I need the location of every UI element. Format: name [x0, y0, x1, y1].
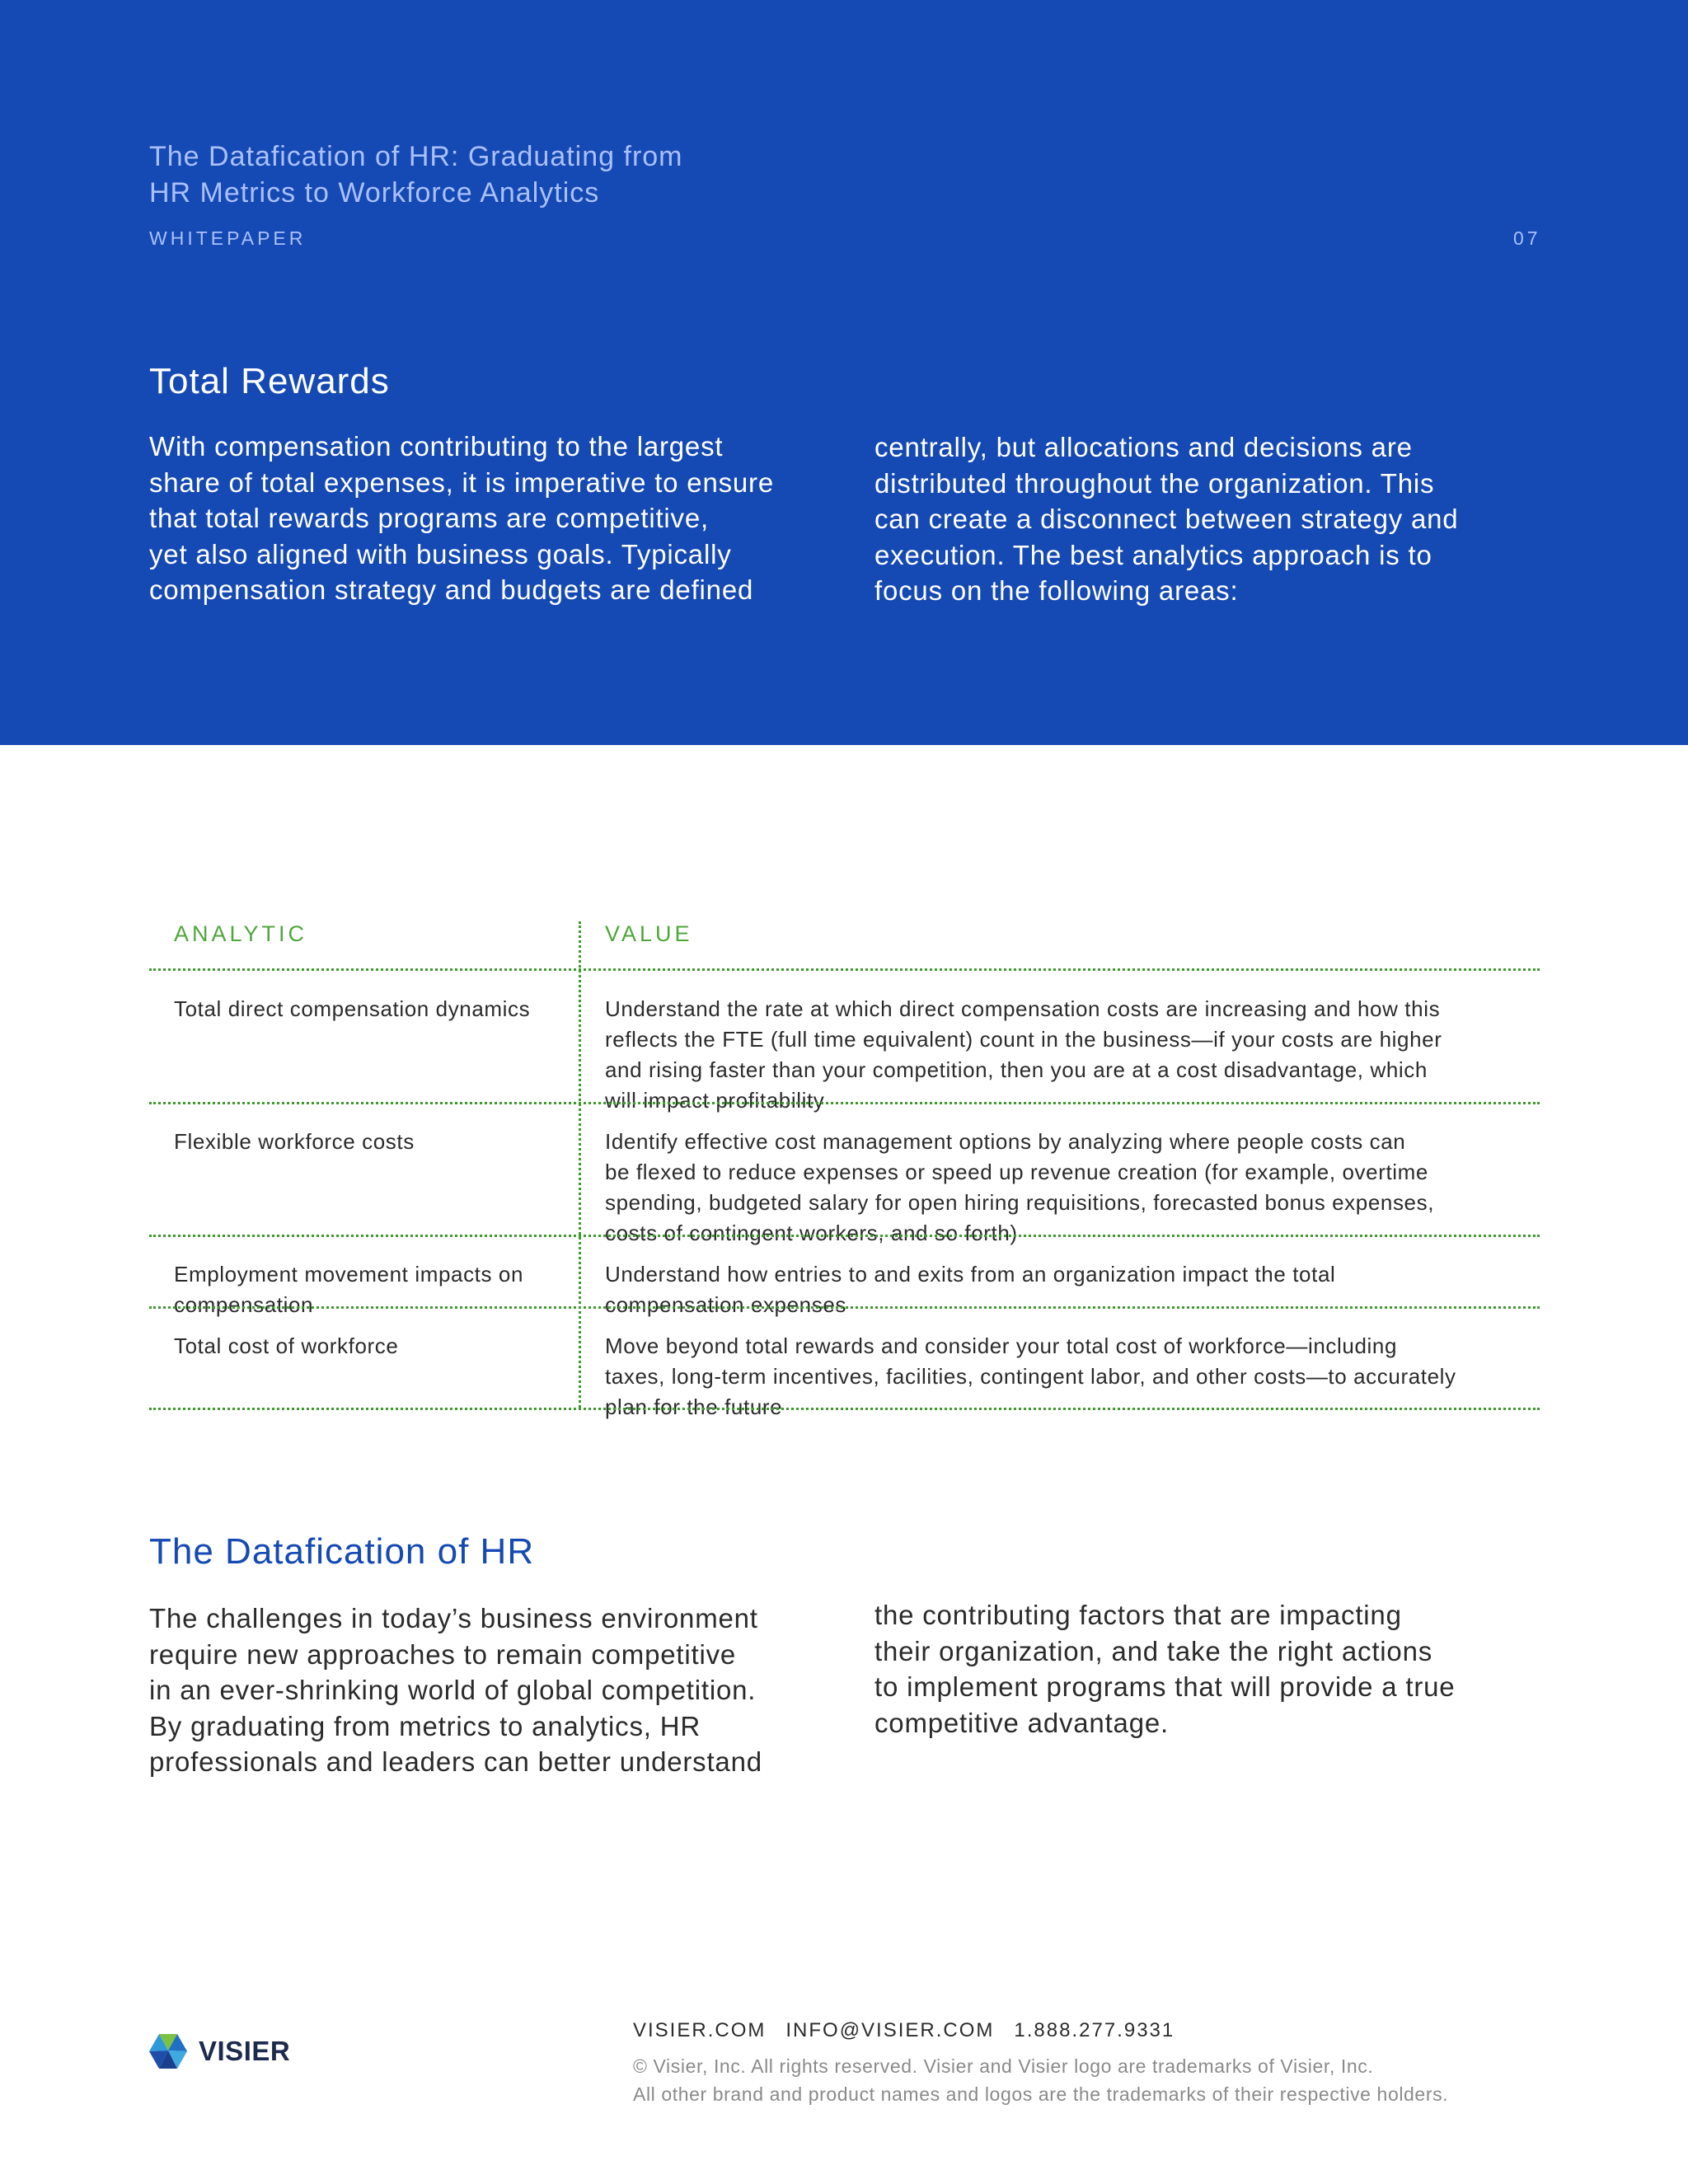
email-link[interactable]: INFO@VISIER.COM [785, 2019, 995, 2041]
cell-line: Total direct compensation dynamics [174, 996, 531, 1021]
row-divider [149, 1102, 1540, 1104]
visier-logo [149, 2034, 290, 2069]
cell-line: spending, budgeted salary for open hiring requisitions, forecasted bonus expenses, [605, 1190, 1435, 1215]
cell-line: Total cost of workforce [174, 1333, 399, 1358]
paragraph-line: professionals and leaders can better understand [149, 1746, 762, 1777]
hero-banner [0, 0, 1688, 745]
cell-line: Flexible workforce costs [174, 1129, 415, 1154]
paragraph-line: distributed throughout the organization. This [874, 467, 1435, 499]
paragraph-line: in an ever-shrinking world of global competition. [149, 1675, 757, 1705]
total-rewards-left-column [149, 429, 825, 608]
paragraph-line: execution. The best analytics approach is to [874, 539, 1432, 570]
website-link[interactable]: VISIER.COM [633, 2019, 767, 2041]
datafication-left-column [149, 1601, 825, 1780]
cell-line: Identify effective cost management options by analyzing where people costs can [605, 1129, 1406, 1154]
legal-line: © Visier, Inc. All rights reserved. Visier and Visier logo are trademarks of Visier, Inc. [633, 2055, 1374, 2077]
page-number: 07 [1513, 227, 1541, 249]
footer-legal [633, 2052, 1448, 2108]
table-header-analytic: ANALYTIC [174, 921, 308, 946]
section-heading-total-rewards: Total Rewards [149, 361, 390, 401]
row-divider [149, 968, 1540, 971]
document-title-line: The Datafication of HR: Graduating from [149, 141, 683, 172]
paragraph-line: The challenges in today’s business environment [149, 1603, 758, 1633]
datafication-right-column [874, 1597, 1550, 1741]
document-title [149, 138, 891, 211]
table-cell-analytic [174, 994, 578, 1024]
cell-line: costs of contingent workers, and so forth) [605, 1221, 1018, 1245]
table-cell-value [605, 1127, 1536, 1249]
cell-line: Understand how entries to and exits from an organization impact the total [605, 1262, 1336, 1286]
cell-line: Move beyond total rewards and consider your total cost of workforce—including [605, 1333, 1397, 1358]
paragraph-line: share of total expenses, it is imperative to ensure [149, 466, 775, 498]
paragraph-line: With compensation contributing to the largest [149, 431, 724, 462]
paragraph-line: focus on the following areas: [874, 575, 1239, 606]
cell-line: taxes, long-term incentives, facilities, contingent labor, and other costs—to accurately [605, 1364, 1456, 1389]
row-divider [149, 1306, 1540, 1309]
legal-line: All other brand and product names and logos are the trademarks of their respective holders. [633, 2083, 1449, 2105]
row-divider [149, 1408, 1540, 1410]
cell-line: compensation expenses [605, 1292, 847, 1317]
cell-line: will impact profitability [605, 1088, 825, 1113]
cell-line: reflects the FTE (full time equivalent) count in the business—if your costs are higher [605, 1027, 1442, 1052]
visier-logo-icon [149, 2034, 187, 2069]
table-cell-analytic [174, 1331, 578, 1361]
total-rewards-right-column [874, 429, 1550, 609]
table-header-value: VALUE [605, 921, 693, 946]
paragraph-line: require new approaches to remain competitive [149, 1638, 737, 1670]
table-cell-analytic [174, 1127, 578, 1157]
table-cell-analytic [174, 1259, 578, 1320]
cell-line: Understand the rate at which direct compensation costs are increasing and how this [605, 996, 1441, 1021]
document-title-line: HR Metrics to Workforce Analytics [149, 177, 600, 209]
paragraph-line: can create a disconnect between strategy and [874, 504, 1459, 534]
column-divider [579, 921, 581, 1408]
paragraph-line: compensation strategy and budgets are defined [149, 574, 754, 605]
logo-wordmark: VISIER [199, 2036, 291, 2066]
cell-line: and rising faster than your competition, then you are at a cost disadvantage, which [605, 1057, 1428, 1082]
paragraph-line: to implement programs that will provide a true [874, 1671, 1456, 1702]
paragraph-line: that total rewards programs are competitive, [149, 503, 709, 533]
cell-line: Employment movement impacts on [174, 1262, 524, 1286]
cell-line: plan for the future [605, 1394, 783, 1419]
paragraph-line: centrally, but allocations and decisions are [874, 432, 1413, 462]
phone-number: 1.888.277.9331 [1014, 2019, 1175, 2041]
paragraph-line: yet also aligned with business goals. Typically [149, 538, 732, 569]
table-cell-value [605, 1259, 1536, 1320]
paragraph-line: their organization, and take the right actions [874, 1635, 1433, 1666]
document-type-label: WHITEPAPER [149, 227, 307, 249]
row-divider [149, 1235, 1540, 1237]
footer-contact [633, 2019, 1194, 2042]
cell-line: compensation [174, 1292, 314, 1317]
paragraph-line: the contributing factors that are impacting [874, 1600, 1402, 1630]
paragraph-line: competitive advantage. [874, 1707, 1169, 1738]
table-cell-value [605, 994, 1536, 1116]
section-heading-datafication: The Datafication of HR [149, 1531, 535, 1572]
paragraph-line: By graduating from metrics to analytics, HR [149, 1710, 701, 1741]
cell-line: be flexed to reduce expenses or speed up revenue creation (for example, overtime [605, 1160, 1428, 1184]
